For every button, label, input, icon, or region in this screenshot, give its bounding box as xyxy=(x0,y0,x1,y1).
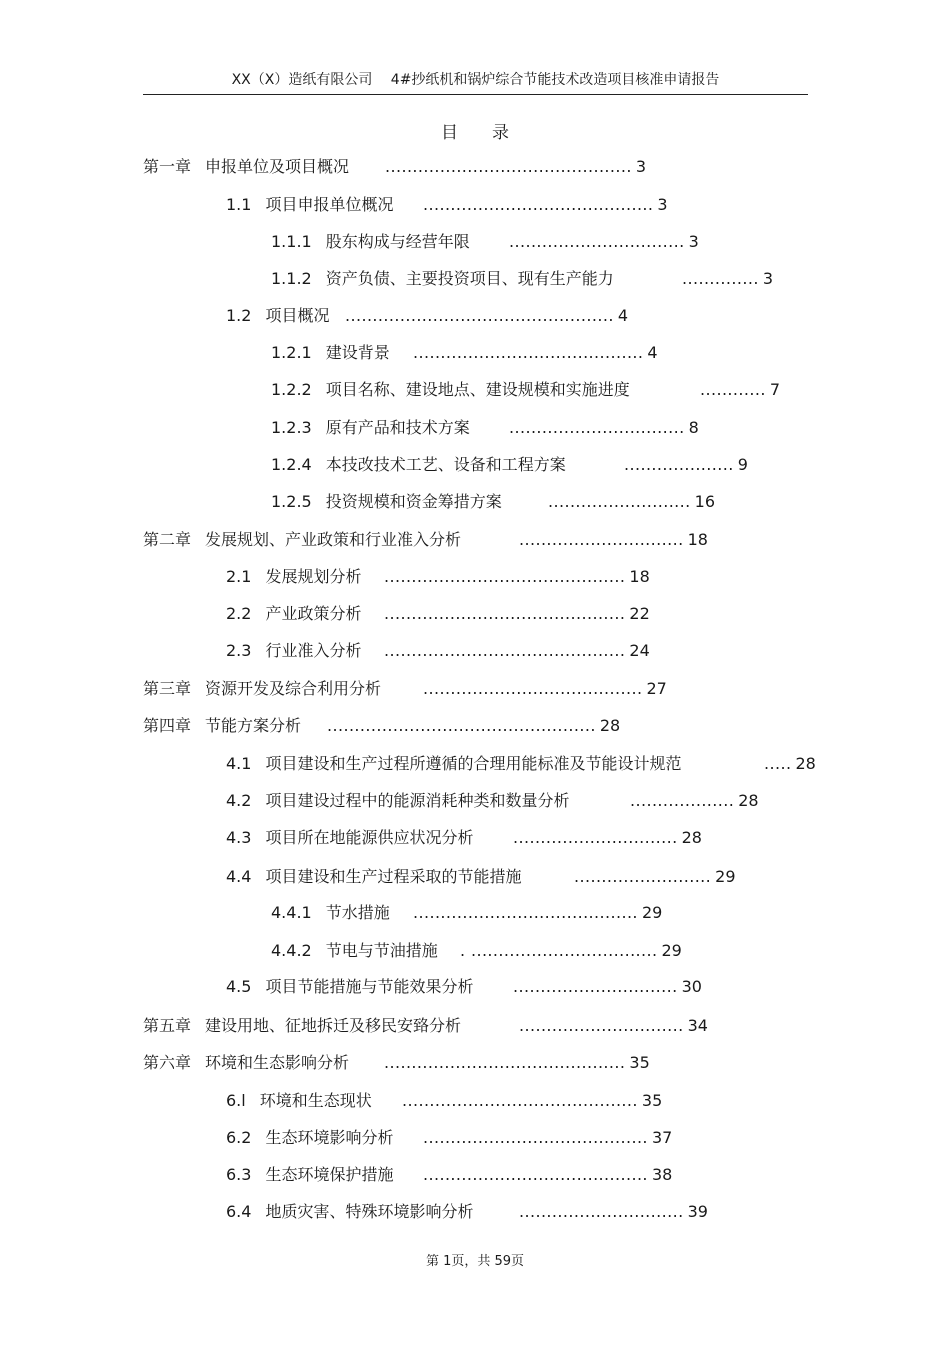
toc-entry[interactable] xyxy=(226,1165,393,1185)
toc-entry-page: 18 xyxy=(629,567,650,586)
toc-entry-page: 16 xyxy=(694,492,715,511)
toc-entry[interactable] xyxy=(143,1016,461,1036)
toc-entry-title: 申报单位及项目概况 xyxy=(205,157,350,176)
page-footer: 第 1页，共 59页 xyxy=(425,1254,525,1269)
toc-entry-number: 1.2.5 xyxy=(271,492,312,511)
toc-entry-leader xyxy=(327,716,620,736)
toc-entry-leader xyxy=(423,679,667,699)
toc-entry-page: 35 xyxy=(641,1091,663,1110)
toc-entry-dots: ................................................. xyxy=(327,716,596,735)
toc-entry-number: 1.1.1 xyxy=(271,232,312,251)
toc-entry-page: 3 xyxy=(635,157,647,176)
toc-entry-number: 第一章 xyxy=(143,157,192,176)
toc-entry-leader xyxy=(413,903,662,923)
toc-entry-dots: ......................... xyxy=(574,867,712,886)
toc-entry-title: 项目建设和生产过程采取的节能措施 xyxy=(265,867,522,886)
toc-entry-page: 27 xyxy=(646,679,667,698)
toc-entry[interactable] xyxy=(271,232,470,252)
toc-entry[interactable] xyxy=(271,492,502,512)
toc-entry-leader xyxy=(423,195,668,215)
toc-entry-dots: .......................................... xyxy=(423,195,654,214)
toc-entry-page: 37 xyxy=(651,1128,673,1147)
toc-entry[interactable] xyxy=(226,791,569,811)
toc-entry-leader xyxy=(460,941,682,961)
toc-entry-dots: ............................................ xyxy=(384,604,626,623)
toc-entry-dots: ......................................... xyxy=(423,1128,648,1147)
toc-entry-number: 2.3 xyxy=(226,641,252,660)
toc-entry-number: 第四章 xyxy=(143,716,192,735)
toc-entry-title: 资产负债、主要投资项目、现有生产能力 xyxy=(325,269,614,288)
toc-entry-title: 环境和生态影响分析 xyxy=(205,1053,350,1072)
toc-entry-dots: ................................................. xyxy=(345,306,614,325)
toc-entry[interactable] xyxy=(271,380,630,400)
toc-entry-title: 建设背景 xyxy=(325,343,390,362)
toc-entry-leader xyxy=(423,1128,672,1148)
toc-entry-number: 4.3 xyxy=(226,828,252,847)
toc-entry-title: 项目所在地能源供应状况分析 xyxy=(265,828,474,847)
toc-entry-dots: ............................................. xyxy=(385,157,632,176)
toc-entry-dots: .......................................... xyxy=(413,343,644,362)
toc-entry-dots: . .................................. xyxy=(460,941,658,960)
toc-entry-leader xyxy=(509,418,699,438)
toc-entry-number: 6.4 xyxy=(226,1202,252,1221)
toc-entry[interactable] xyxy=(143,679,381,699)
toc-entry-dots: ......................................... xyxy=(413,903,638,922)
toc-entry-dots: .............................. xyxy=(519,1202,684,1221)
toc-entry[interactable] xyxy=(143,1053,349,1073)
toc-entry-title: 项目申报单位概况 xyxy=(265,195,394,214)
toc-entry[interactable] xyxy=(271,418,470,438)
toc-entry-page: 30 xyxy=(681,977,702,996)
toc-entry-number: 2.2 xyxy=(226,604,252,623)
toc-entry-dots: .............. xyxy=(682,269,759,288)
toc-entry-page: 34 xyxy=(687,1016,708,1035)
toc-entry-dots: ............................................ xyxy=(384,567,626,586)
toc-entry-dots: ............ xyxy=(700,380,766,399)
toc-entry-leader xyxy=(519,530,708,550)
toc-entry[interactable] xyxy=(226,867,521,887)
toc-entry-page: 7 xyxy=(769,380,781,399)
toc-entry-leader xyxy=(630,791,759,811)
toc-entry-title: 项目名称、建设地点、建设规模和实施进度 xyxy=(325,380,630,399)
toc-entry-title: 本技改技术工艺、设备和工程方案 xyxy=(325,455,566,474)
toc-entry[interactable] xyxy=(226,306,329,326)
toc-entry[interactable] xyxy=(271,343,390,363)
toc-entry-page: 9 xyxy=(737,455,748,474)
toc-entry-page: 29 xyxy=(715,867,736,886)
toc-entry[interactable] xyxy=(226,604,361,624)
toc-entry-dots: ............................................ xyxy=(384,641,626,660)
toc-entry-title: 节电与节油措施 xyxy=(325,941,438,960)
toc-entry-number: 1.2.2 xyxy=(271,380,312,399)
toc-entry-number: 第六章 xyxy=(143,1053,192,1072)
toc-entry-title: 项目建设过程中的能源消耗种类和数量分析 xyxy=(265,791,570,810)
toc-entry-dots: ................................ xyxy=(509,418,685,437)
toc-entry-title: 生态环境影响分析 xyxy=(265,1128,394,1147)
toc-entry-page: 22 xyxy=(629,604,650,623)
toc-entry-page: 29 xyxy=(641,903,663,922)
toc-entry-number: 1.2.1 xyxy=(271,343,312,362)
toc-entry-number: 4.4.1 xyxy=(271,903,312,922)
toc-entry[interactable] xyxy=(226,977,473,997)
toc-entry-page: 4 xyxy=(617,306,628,325)
toc-entry-dots: ............................................ xyxy=(384,1053,626,1072)
header-company: XX（X）造纸有限公司 xyxy=(231,72,373,88)
toc-entry-number: 第二章 xyxy=(143,530,192,549)
toc-entry-number: 2.1 xyxy=(226,567,252,586)
toc-entry[interactable] xyxy=(226,828,473,848)
toc-entry-title: 投资规模和资金筹措方案 xyxy=(325,492,502,511)
toc-entry[interactable] xyxy=(271,941,438,961)
toc-entry-page: 38 xyxy=(651,1165,673,1184)
toc-entry-leader xyxy=(519,1202,708,1222)
toc-entry-title: 项目概况 xyxy=(265,306,330,325)
toc-entry-number: 6.2 xyxy=(226,1128,252,1147)
toc-entry-leader xyxy=(513,977,702,997)
toc-entry-title: 产业政策分析 xyxy=(265,604,362,623)
toc-title: 目录 xyxy=(441,123,543,143)
toc-entry-title: 原有产品和技术方案 xyxy=(325,418,470,437)
toc-entry-number: 1.1.2 xyxy=(271,269,312,288)
toc-entry-dots: .......................... xyxy=(548,492,691,511)
toc-entry-number: 4.4 xyxy=(226,867,252,886)
toc-entry-page: 28 xyxy=(599,716,621,735)
toc-entry-number: 6.l xyxy=(226,1091,246,1110)
toc-entry-page: 3 xyxy=(688,232,699,251)
toc-entry-leader xyxy=(700,380,780,400)
toc-entry[interactable] xyxy=(226,641,361,661)
toc-entry[interactable] xyxy=(143,530,461,550)
toc-entry-leader xyxy=(384,567,650,587)
toc-entry-dots: ........................................... xyxy=(402,1091,638,1110)
toc-entry-page: 29 xyxy=(661,941,682,960)
toc-entry[interactable] xyxy=(226,1091,372,1111)
toc-entry-page: 24 xyxy=(629,641,650,660)
toc-entry-page: 35 xyxy=(629,1053,650,1072)
toc-entry-leader xyxy=(764,754,816,774)
toc-entry-title: 行业准入分析 xyxy=(265,641,362,660)
toc-entry[interactable] xyxy=(143,157,349,177)
toc-entry-number: 4.1 xyxy=(226,754,252,773)
toc-entry-title: 项目节能措施与节能效果分析 xyxy=(265,977,474,996)
toc-entry-leader xyxy=(384,1053,650,1073)
toc-entry[interactable] xyxy=(271,269,614,289)
toc-entry-page: 28 xyxy=(795,754,816,773)
toc-entry-title: 资源开发及综合利用分析 xyxy=(205,679,382,698)
toc-entry-number: 4.2 xyxy=(226,791,252,810)
toc-entry[interactable] xyxy=(226,1128,393,1148)
toc-entry[interactable] xyxy=(143,716,301,736)
toc-entry-page: 3 xyxy=(762,269,773,288)
toc-entry-title: 环境和生态现状 xyxy=(259,1091,372,1110)
toc-entry-title: 发展规划、产业政策和行业准入分析 xyxy=(205,530,462,549)
toc-entry-leader xyxy=(385,157,646,177)
toc-entry-page: 18 xyxy=(687,530,708,549)
toc-entry-leader xyxy=(682,269,773,289)
toc-entry-dots: ..... xyxy=(764,754,792,773)
toc-entry-page: 39 xyxy=(687,1202,708,1221)
toc-entry-dots: ................................ xyxy=(509,232,685,251)
toc-entry-dots: ......................................... xyxy=(423,1165,648,1184)
toc-entry[interactable] xyxy=(226,567,361,587)
toc-entry-leader xyxy=(402,1091,662,1111)
toc-entry-dots: ........................................ xyxy=(423,679,643,698)
toc-entry-title: 节水措施 xyxy=(325,903,390,922)
toc-entry-title: 发展规划分析 xyxy=(265,567,362,586)
toc-entry-number: 第五章 xyxy=(143,1016,192,1035)
toc-entry-page: 3 xyxy=(657,195,668,214)
toc-entry-leader xyxy=(624,455,748,475)
toc-entry-page: 28 xyxy=(738,791,759,810)
toc-entry[interactable] xyxy=(271,903,390,923)
toc-entry-dots: .............................. xyxy=(513,828,678,847)
toc-entry[interactable] xyxy=(226,195,393,215)
toc-entry-dots: .............................. xyxy=(519,1016,684,1035)
toc-entry[interactable] xyxy=(271,455,566,475)
toc-entry-title: 节能方案分析 xyxy=(205,716,302,735)
toc-entry-page: 4 xyxy=(647,343,658,362)
toc-entry-number: 1.2.4 xyxy=(271,455,312,474)
toc-entry-title: 地质灾害、特殊环境影响分析 xyxy=(265,1202,474,1221)
toc-entry-title: 股东构成与经营年限 xyxy=(325,232,470,251)
toc-entry-dots: ................... xyxy=(630,791,735,810)
toc-entry[interactable] xyxy=(226,1202,473,1222)
toc-entry-leader xyxy=(345,306,628,326)
header-title: 4#抄纸机和锅炉综合节能技术改造项目核准申请报告 xyxy=(390,72,720,88)
toc-entry-page: 28 xyxy=(681,828,702,847)
toc-entry-leader xyxy=(423,1165,672,1185)
toc-entry-number: 4.5 xyxy=(226,977,252,996)
toc-entry-number: 第三章 xyxy=(143,679,192,698)
toc-entry-leader xyxy=(384,604,650,624)
toc-entry-number: 1.1 xyxy=(226,195,252,214)
toc-entry-title: 项目建设和生产过程所遵循的合理用能标准及节能设计规范 xyxy=(265,754,682,773)
toc-entry-page: 8 xyxy=(688,418,699,437)
toc-entry-leader xyxy=(384,641,650,661)
toc-entry-number: 4.4.2 xyxy=(271,941,312,960)
toc-entry-leader xyxy=(519,1016,708,1036)
toc-entry-leader xyxy=(548,492,715,512)
toc-entry-dots: .................... xyxy=(624,455,734,474)
toc-entry-number: 1.2.3 xyxy=(271,418,312,437)
toc-entry-title: 生态环境保护措施 xyxy=(265,1165,394,1184)
toc-entry-number: 6.3 xyxy=(226,1165,252,1184)
toc-entry-leader xyxy=(509,232,699,252)
toc-entry-dots: .............................. xyxy=(519,530,684,549)
toc-entry-leader xyxy=(574,867,736,887)
toc-entry[interactable] xyxy=(226,754,681,774)
toc-entry-title: 建设用地、征地拆迁及移民安臵分析 xyxy=(205,1016,462,1035)
toc-entry-leader xyxy=(513,828,702,848)
toc-entry-dots: .............................. xyxy=(513,977,678,996)
toc-entry-number: 1.2 xyxy=(226,306,252,325)
toc-entry-leader xyxy=(413,343,658,363)
